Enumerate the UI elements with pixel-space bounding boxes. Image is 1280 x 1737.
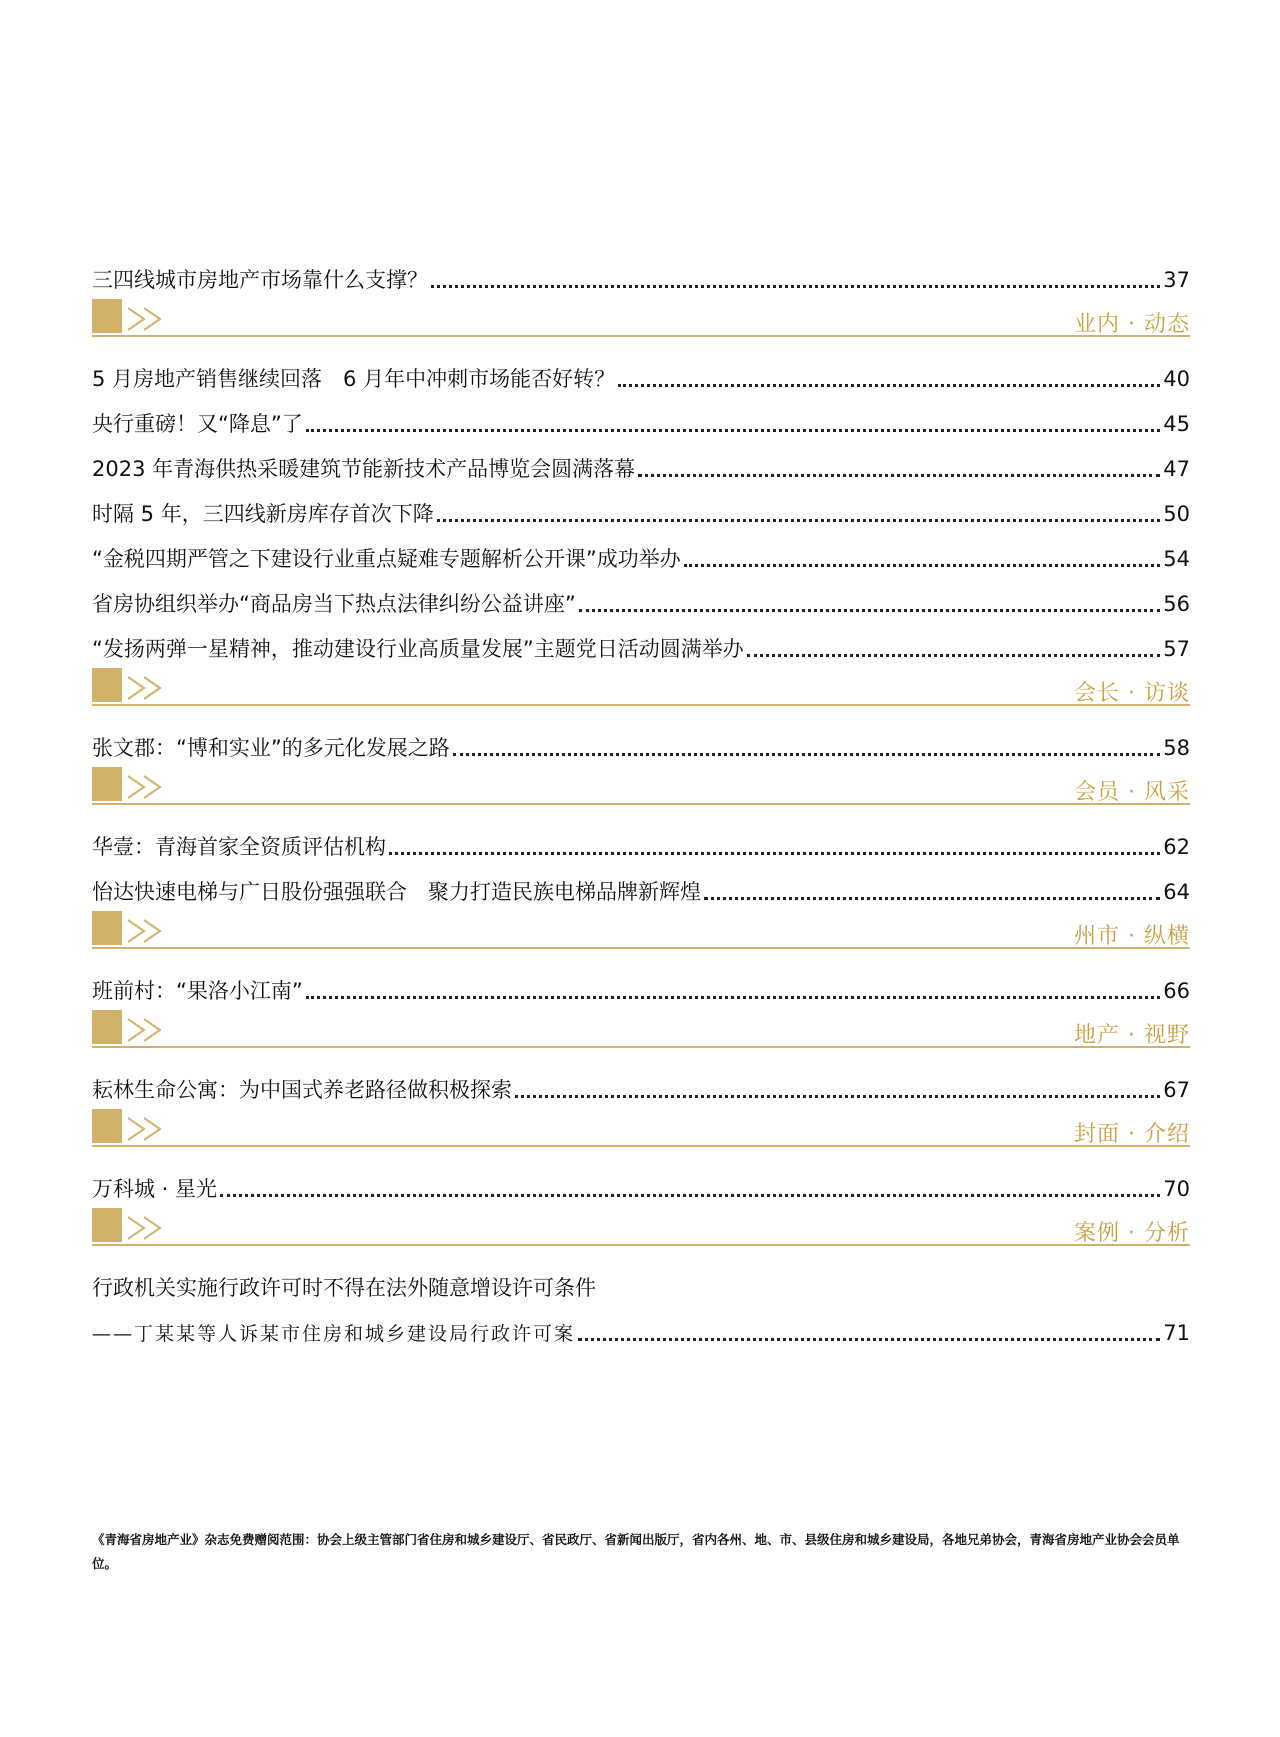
toc-entry[interactable] bbox=[92, 248, 1190, 293]
toc-page-number: 50 bbox=[1163, 501, 1190, 526]
section-color-block bbox=[92, 668, 122, 702]
section-label: 案例 · 分析 bbox=[1074, 1221, 1190, 1246]
toc-entry[interactable] bbox=[92, 482, 1190, 527]
toc-page-number: 40 bbox=[1163, 366, 1190, 391]
section-label: 封面 · 介绍 bbox=[1074, 1122, 1190, 1147]
toc-page-number: 37 bbox=[1163, 267, 1190, 292]
section-label: 地产 · 视野 bbox=[1074, 1023, 1190, 1048]
toc-entry-title-line[interactable] bbox=[92, 1256, 1190, 1301]
toc-entry-title: 行政机关实施行政许可时不得在法外随意增设许可条件 bbox=[92, 1275, 596, 1300]
section-rule bbox=[92, 1244, 1190, 1246]
section-label: 会员 · 风采 bbox=[1074, 780, 1190, 805]
section-rule bbox=[92, 947, 1190, 949]
toc-entry-title: 耘林生命公寓：为中国式养老路径做积极探索 bbox=[92, 1077, 512, 1102]
section-header bbox=[92, 911, 1190, 957]
dot-leader bbox=[579, 609, 1161, 612]
toc-entry[interactable] bbox=[92, 716, 1190, 761]
section-color-block bbox=[92, 299, 122, 333]
toc-entry-title: 2023 年青海供热采暖建筑节能新技术产品博览会圆满落幕 bbox=[92, 456, 636, 481]
toc-entry[interactable] bbox=[92, 527, 1190, 572]
toc-entry-title: 万科城 · 星光 bbox=[92, 1176, 218, 1201]
section-color-block bbox=[92, 767, 122, 801]
toc-entry[interactable] bbox=[92, 815, 1190, 860]
section-rule bbox=[92, 1145, 1190, 1147]
section-color-block bbox=[92, 1208, 122, 1242]
toc-entry-title: 央行重磅！又“降息”了 bbox=[92, 411, 303, 436]
dot-leader bbox=[684, 564, 1161, 567]
section-header bbox=[92, 767, 1190, 813]
section-header bbox=[92, 668, 1190, 714]
toc-entry[interactable] bbox=[92, 347, 1190, 392]
toc-entry[interactable] bbox=[92, 617, 1190, 662]
toc-page-number: 67 bbox=[1163, 1077, 1190, 1102]
dot-leader bbox=[638, 474, 1160, 477]
dot-leader bbox=[747, 654, 1161, 657]
toc-page-number: 58 bbox=[1163, 735, 1190, 760]
toc-entry[interactable] bbox=[92, 572, 1190, 617]
dot-leader bbox=[431, 285, 1160, 288]
section-label: 州市 · 纵横 bbox=[1074, 924, 1190, 949]
section-rule bbox=[92, 1046, 1190, 1048]
toc-entry-title: 时隔 5 年，三四线新房库存首次下降 bbox=[92, 501, 434, 526]
toc-page-number: 57 bbox=[1163, 636, 1190, 661]
toc-page-number: 45 bbox=[1163, 411, 1190, 436]
toc-entry-title: 班前村：“果洛小江南” bbox=[92, 978, 303, 1003]
double-chevron-icon bbox=[124, 917, 170, 945]
toc-page-number: 54 bbox=[1163, 546, 1190, 571]
toc-page-number: 56 bbox=[1163, 591, 1190, 616]
dot-leader bbox=[306, 429, 1161, 432]
section-label: 业内 · 动态 bbox=[1074, 312, 1190, 337]
toc-page-number: 64 bbox=[1163, 879, 1190, 904]
toc-entry[interactable] bbox=[92, 1157, 1190, 1202]
toc-entry[interactable] bbox=[92, 1058, 1190, 1103]
section-rule bbox=[92, 335, 1190, 337]
double-chevron-icon bbox=[124, 1115, 170, 1143]
toc-page-number: 47 bbox=[1163, 456, 1190, 481]
toc-entry[interactable] bbox=[92, 392, 1190, 437]
section-color-block bbox=[92, 1010, 122, 1044]
section-header bbox=[92, 1109, 1190, 1155]
section-label: 会长 · 访谈 bbox=[1074, 681, 1190, 706]
dot-leader bbox=[389, 852, 1160, 855]
double-chevron-icon bbox=[124, 773, 170, 801]
toc-page-number: 66 bbox=[1163, 978, 1190, 1003]
dot-leader bbox=[618, 384, 1160, 387]
section-color-block bbox=[92, 911, 122, 945]
double-chevron-icon bbox=[124, 1214, 170, 1242]
double-chevron-icon bbox=[124, 674, 170, 702]
double-chevron-icon bbox=[124, 1016, 170, 1044]
toc-entry[interactable] bbox=[92, 959, 1190, 1004]
toc-entry[interactable] bbox=[92, 1301, 1190, 1346]
section-rule bbox=[92, 803, 1190, 805]
distribution-footnote: 《青海省房地产业》杂志免费赠阅范围：协会上级主管部门省住房和城乡建设厅、省民政厅、省新闻出版厅，省内各州、地、市、县级住房和城乡建设局，各地兄弟协会，青海省房地产业协会会员单位。 bbox=[92, 1532, 1180, 1571]
dot-leader bbox=[704, 897, 1160, 900]
section-color-block bbox=[92, 1109, 122, 1143]
toc-entry-title: 华壹：青海首家全资质评估机构 bbox=[92, 834, 386, 859]
toc-entry-title: “发扬两弹一星精神，推动建设行业高质量发展”主题党日活动圆满举办 bbox=[92, 636, 744, 661]
toc-entry-title: 张文郡：“博和实业”的多元化发展之路 bbox=[92, 735, 450, 760]
toc-entry-title: 怡达快速电梯与广日股份强强联合 聚力打造民族电梯品牌新辉煌 bbox=[92, 879, 701, 904]
section-rule bbox=[92, 704, 1190, 706]
dot-leader bbox=[437, 519, 1161, 522]
toc-entry[interactable] bbox=[92, 860, 1190, 905]
toc-page-number: 71 bbox=[1163, 1320, 1190, 1345]
section-header bbox=[92, 299, 1190, 345]
dot-leader bbox=[453, 753, 1161, 756]
dot-leader bbox=[306, 996, 1161, 999]
table-of-contents bbox=[92, 248, 1190, 1346]
toc-page-number: 62 bbox=[1163, 834, 1190, 859]
toc-entry-title: “金税四期严管之下建设行业重点疑难专题解析公开课”成功举办 bbox=[92, 546, 681, 571]
toc-entry-title: 5 月房地产销售继续回落 6 月年中冲刺市场能否好转？ bbox=[92, 366, 616, 391]
dot-leader bbox=[515, 1095, 1160, 1098]
double-chevron-icon bbox=[124, 305, 170, 333]
toc-entry-title: ——丁某某等人诉某市住房和城乡建设局行政许可案 bbox=[92, 1323, 576, 1346]
section-header bbox=[92, 1208, 1190, 1254]
toc-entry-title: 省房协组织举办“商品房当下热点法律纠纷公益讲座” bbox=[92, 591, 576, 616]
dot-leader bbox=[220, 1194, 1160, 1197]
toc-entry-title: 三四线城市房地产市场靠什么支撑？ bbox=[92, 267, 428, 292]
section-header bbox=[92, 1010, 1190, 1056]
toc-page-number: 70 bbox=[1163, 1176, 1190, 1201]
dot-leader bbox=[578, 1338, 1160, 1341]
toc-entry[interactable] bbox=[92, 437, 1190, 482]
